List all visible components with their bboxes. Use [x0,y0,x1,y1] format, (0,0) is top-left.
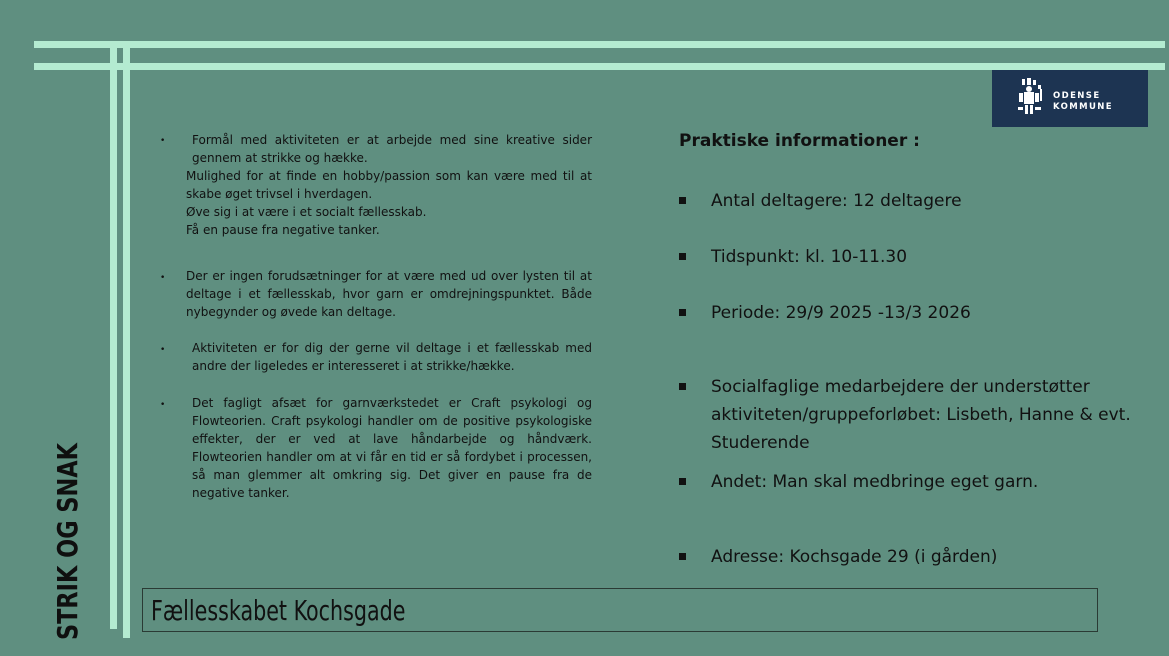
bullet-2: • [160,273,166,283]
list-item-line: Formål med aktiviteten er at arbejde med sine kreative sider gennem at strikke og hække. [192,133,592,165]
square-bullet-icon [679,309,686,316]
left-decor-line-1 [110,41,117,629]
odense-kommune-emblem-icon [1016,77,1046,117]
bullet-1: • [160,136,166,146]
info-text: Tidspunkt: kl. 10-11.30 [711,247,908,267]
bullet-3: • [160,345,166,355]
practical-info-heading: Praktiske informationer : [679,131,920,151]
activity-purpose [186,131,592,239]
footer-title-box [142,588,1098,632]
top-decor-line-2 [34,63,1165,70]
vertical-title: STRIK OG SNAK [51,443,84,640]
odense-kommune-logo [992,70,1148,127]
list-item-line: Aktiviteten er for dig der gerne vil deltage i et fællesskab med andre der ligeledes er interesseret i at strikke/hække. [192,341,592,373]
bullet-4: • [160,400,166,410]
list-item-line: Der er ingen forudsætninger for at være med ud over lysten til at deltage i et fællesskab, hvor garn er omdrejningspunktet. Både nybegynder og øvede kan deltage. [186,269,592,319]
square-bullet-icon [679,553,686,560]
info-text: Antal deltagere: 12 deltagere [711,191,962,211]
activity-prerequisites [186,267,592,321]
activity-professional-basis [186,394,592,502]
logo-line-2: KOMMUNE [1053,102,1113,112]
info-text: Andet: Man skal medbringe eget garn. [711,472,1039,492]
square-bullet-icon [679,253,686,260]
activity-target-group [186,339,592,375]
square-bullet-icon [679,197,686,204]
info-text: Adresse: Kochsgade 29 (i gården) [711,547,998,567]
logo-text [1053,91,1113,113]
footer-title: Fællesskabet Kochsgade [151,594,406,627]
logo-line-1: ODENSE [1053,91,1101,101]
square-bullet-icon [679,383,686,390]
info-text: Periode: 29/9 2025 -13/3 2026 [711,303,971,323]
top-decor-line-1 [34,41,1165,48]
square-bullet-icon [679,478,686,485]
list-item-line: Få en pause fra negative tanker. [186,223,380,237]
left-decor-line-2 [123,41,130,638]
info-text: Socialfaglige medarbejdere der understøtter aktiviteten/gruppeforløbet: Lisbeth, Hanne & evt. Studerende [711,377,1131,453]
list-item-line: Mulighed for at finde en hobby/passion som kan være med til at skabe øget trivsel i hverdagen. [186,169,592,201]
list-item-line: Øve sig i at være i et socialt fællesskab. [186,205,427,219]
list-item-line: Det fagligt afsæt for garnværkstedet er Craft psykologi og Flowteorien. Craft psykologi handler om de positive psykologiske effekter, der er ved at lave håndarbejde og håndværk. Flowteorien handler om at vi får en tid er så fordybet i processen, så man glemmer alt omkring sig. Det giver en pause fra de negative tanker. [192,396,592,500]
